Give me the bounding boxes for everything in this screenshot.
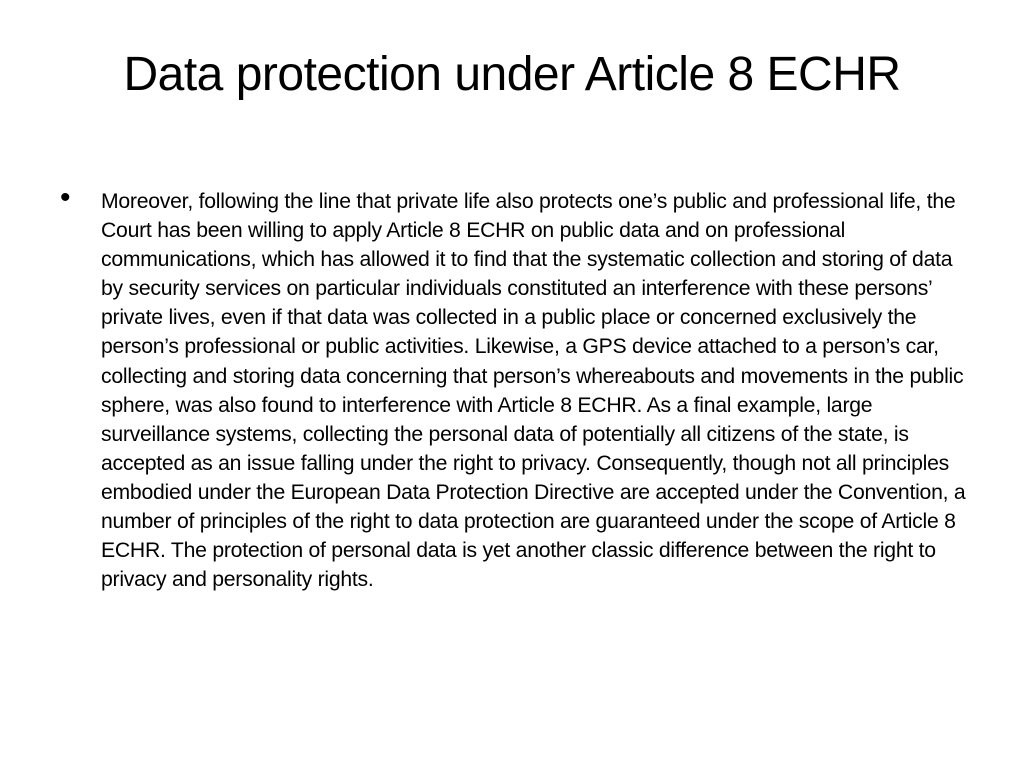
bullet-text: Moreover, following the line that private life also protects one’s public and professional life, the Court has been willing to apply Article 8 ECHR on public data and on professional communications, which has allowed it to find that the systematic collection and storing of data by security services on particular individuals constituted an interference with these persons’ private lives, even if that data was collected in a public place or concerned exclusively the person’s professional or public activities. Likewise, a GPS device attached to a person’s car, collecting and storing data concerning that person’s whereabouts and movements in the public sphere, was also found to interference with Article 8 ECHR. As a final example, large surveillance systems, collecting the personal data of potentially all citizens of the state, is accepted as an issue falling under the right to privacy. Consequently, though not all principles embodied under the European Data Protection Directive are accepted under the Convention, a number of principles of the right to data protection are guaranteed under the scope of Article 8 ECHR. The protection of personal data is yet another classic difference between the right to privacy and personality rights. <box>101 190 966 592</box>
bullet-marker: • <box>60 181 71 214</box>
bullet-item <box>60 181 970 594</box>
bullet-list <box>60 181 970 594</box>
slide-title: Data protection under Article 8 ECHR <box>123 48 901 101</box>
